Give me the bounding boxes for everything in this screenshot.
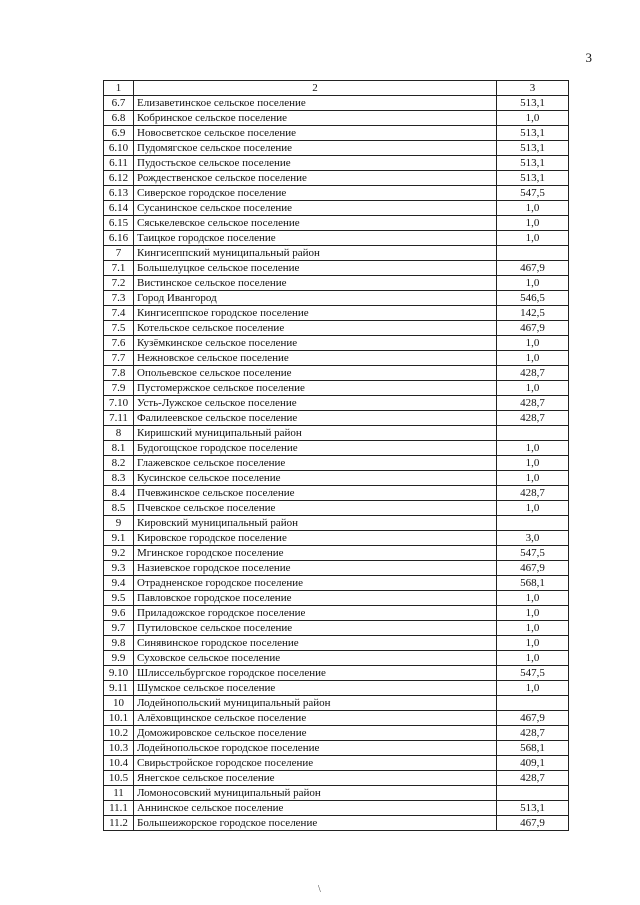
- row-number: 9.10: [104, 666, 134, 681]
- table-row: [104, 126, 569, 141]
- row-value: 1,0: [497, 381, 569, 396]
- row-name: Пчевжинское сельское поселение: [134, 486, 497, 501]
- header-col-name: 2: [134, 81, 497, 96]
- table-row: [104, 786, 569, 801]
- row-number: 10.4: [104, 756, 134, 771]
- table-row: [104, 276, 569, 291]
- row-number: 9.11: [104, 681, 134, 696]
- row-value: [497, 246, 569, 261]
- table-row: [104, 711, 569, 726]
- table-row: [104, 516, 569, 531]
- row-number: 9.3: [104, 561, 134, 576]
- row-number: 6.15: [104, 216, 134, 231]
- row-name: Кусинское сельское поселение: [134, 471, 497, 486]
- row-number: 6.12: [104, 171, 134, 186]
- row-name: Синявинское городское поселение: [134, 636, 497, 651]
- row-value: 1,0: [497, 456, 569, 471]
- row-number: 9.4: [104, 576, 134, 591]
- row-value: 1,0: [497, 201, 569, 216]
- table-row: [104, 801, 569, 816]
- row-name: Ломоносовский муниципальный район: [134, 786, 497, 801]
- table-row: [104, 816, 569, 831]
- row-number: 7.9: [104, 381, 134, 396]
- table-row: [104, 156, 569, 171]
- row-number: 8.4: [104, 486, 134, 501]
- row-name: Мгинское городское поселение: [134, 546, 497, 561]
- row-number: 10: [104, 696, 134, 711]
- row-value: 1,0: [497, 501, 569, 516]
- header-col-value: 3: [497, 81, 569, 96]
- table-row: [104, 396, 569, 411]
- row-value: 1,0: [497, 336, 569, 351]
- table-row: [104, 621, 569, 636]
- row-value: 428,7: [497, 366, 569, 381]
- table-row: [104, 456, 569, 471]
- row-number: 7.11: [104, 411, 134, 426]
- table-row: [104, 216, 569, 231]
- row-name: Свирьстройское городское поселение: [134, 756, 497, 771]
- row-number: 9.6: [104, 606, 134, 621]
- row-name: Янегское сельское поселение: [134, 771, 497, 786]
- row-value: 513,1: [497, 126, 569, 141]
- row-number: 7.6: [104, 336, 134, 351]
- row-value: 1,0: [497, 351, 569, 366]
- row-number: 10.2: [104, 726, 134, 741]
- row-number: 10.5: [104, 771, 134, 786]
- row-value: 547,5: [497, 546, 569, 561]
- table-row: [104, 171, 569, 186]
- row-name: Путиловское сельское поселение: [134, 621, 497, 636]
- table-row: [104, 741, 569, 756]
- row-name: Кингисеппский муниципальный район: [134, 246, 497, 261]
- table-row: [104, 576, 569, 591]
- table-row: [104, 366, 569, 381]
- row-name: Шумское сельское поселение: [134, 681, 497, 696]
- row-number: 9.5: [104, 591, 134, 606]
- row-value: 428,7: [497, 771, 569, 786]
- page-number: 3: [585, 50, 592, 65]
- row-name: Будогощское городское поселение: [134, 441, 497, 456]
- row-number: 10.1: [104, 711, 134, 726]
- table-row: [104, 336, 569, 351]
- row-number: 7.10: [104, 396, 134, 411]
- row-value: 467,9: [497, 561, 569, 576]
- row-number: 8.1: [104, 441, 134, 456]
- row-number: 7.7: [104, 351, 134, 366]
- row-name: Кобринское сельское поселение: [134, 111, 497, 126]
- table-row: [104, 606, 569, 621]
- row-name: Аннинское сельское поселение: [134, 801, 497, 816]
- row-number: 6.14: [104, 201, 134, 216]
- row-number: 6.9: [104, 126, 134, 141]
- table-header-row: [104, 81, 569, 96]
- row-value: 513,1: [497, 801, 569, 816]
- row-value: 1,0: [497, 681, 569, 696]
- row-name: Сусанинское сельское поселение: [134, 201, 497, 216]
- row-name: Киришский муниципальный район: [134, 426, 497, 441]
- row-number: 8.5: [104, 501, 134, 516]
- table-row: [104, 261, 569, 276]
- table-row: [104, 141, 569, 156]
- table-row: [104, 591, 569, 606]
- row-name: Лодейнопольский муниципальный район: [134, 696, 497, 711]
- row-name: Пустомержское сельское поселение: [134, 381, 497, 396]
- row-value: 467,9: [497, 816, 569, 831]
- row-number: 8: [104, 426, 134, 441]
- row-value: 568,1: [497, 576, 569, 591]
- row-number: 7.2: [104, 276, 134, 291]
- row-value: [497, 426, 569, 441]
- row-name: Павловское городское поселение: [134, 591, 497, 606]
- row-value: 1,0: [497, 636, 569, 651]
- row-value: [497, 516, 569, 531]
- row-name: Фалилеевское сельское поселение: [134, 411, 497, 426]
- row-number: 9.1: [104, 531, 134, 546]
- row-name: Кингисеппское городское поселение: [134, 306, 497, 321]
- row-name: Отрадненское городское поселение: [134, 576, 497, 591]
- table-row: [104, 246, 569, 261]
- row-number: 6.13: [104, 186, 134, 201]
- row-number: 7: [104, 246, 134, 261]
- row-number: 7.4: [104, 306, 134, 321]
- row-number: 9.7: [104, 621, 134, 636]
- settlements-table: [103, 80, 569, 831]
- row-name: Пудостьское сельское поселение: [134, 156, 497, 171]
- row-name: Сяськелевское сельское поселение: [134, 216, 497, 231]
- row-number: 9.8: [104, 636, 134, 651]
- row-value: 547,5: [497, 666, 569, 681]
- row-value: 428,7: [497, 726, 569, 741]
- row-value: 513,1: [497, 156, 569, 171]
- row-number: 7.1: [104, 261, 134, 276]
- row-name: Шлиссельбургское городское поселение: [134, 666, 497, 681]
- row-name: Вистинское сельское поселение: [134, 276, 497, 291]
- row-number: 9.9: [104, 651, 134, 666]
- table-row: [104, 471, 569, 486]
- row-value: 428,7: [497, 411, 569, 426]
- row-value: 1,0: [497, 621, 569, 636]
- table-row: [104, 291, 569, 306]
- row-name: Рождественское сельское поселение: [134, 171, 497, 186]
- row-value: 428,7: [497, 396, 569, 411]
- row-value: 142,5: [497, 306, 569, 321]
- row-value: 547,5: [497, 186, 569, 201]
- row-value: [497, 786, 569, 801]
- row-number: 11: [104, 786, 134, 801]
- table-row: [104, 696, 569, 711]
- table-row: [104, 681, 569, 696]
- row-value: 1,0: [497, 231, 569, 246]
- row-name: Таицкое городское поселение: [134, 231, 497, 246]
- row-name: Лодейнопольское городское поселение: [134, 741, 497, 756]
- row-number: 6.16: [104, 231, 134, 246]
- row-value: 1,0: [497, 651, 569, 666]
- table-row: [104, 561, 569, 576]
- row-name: Новосветское сельское поселение: [134, 126, 497, 141]
- table-row: [104, 201, 569, 216]
- table-row: [104, 321, 569, 336]
- row-value: 1,0: [497, 606, 569, 621]
- row-name: Глажевское сельское поселение: [134, 456, 497, 471]
- row-number: 10.3: [104, 741, 134, 756]
- row-name: Котельское сельское поселение: [134, 321, 497, 336]
- row-value: 546,5: [497, 291, 569, 306]
- header-col-number: 1: [104, 81, 134, 96]
- row-value: 513,1: [497, 171, 569, 186]
- row-name: Доможировское сельское поселение: [134, 726, 497, 741]
- table-row: [104, 411, 569, 426]
- row-number: 6.7: [104, 96, 134, 111]
- table-row: [104, 546, 569, 561]
- table-row: [104, 501, 569, 516]
- row-value: 1,0: [497, 111, 569, 126]
- row-number: 7.5: [104, 321, 134, 336]
- row-name: Сиверское городское поселение: [134, 186, 497, 201]
- row-name: Усть-Лужское сельское поселение: [134, 396, 497, 411]
- row-number: 9.2: [104, 546, 134, 561]
- table-row: [104, 441, 569, 456]
- row-value: 568,1: [497, 741, 569, 756]
- row-value: 513,1: [497, 96, 569, 111]
- row-number: 6.8: [104, 111, 134, 126]
- table-row: [104, 111, 569, 126]
- row-number: 7.3: [104, 291, 134, 306]
- table-row: [104, 186, 569, 201]
- row-value: [497, 696, 569, 711]
- row-value: 3,0: [497, 531, 569, 546]
- row-name: Кировский муниципальный район: [134, 516, 497, 531]
- row-number: 11.1: [104, 801, 134, 816]
- table-row: [104, 756, 569, 771]
- row-value: 1,0: [497, 471, 569, 486]
- row-name: Пчевское сельское поселение: [134, 501, 497, 516]
- row-value: 467,9: [497, 261, 569, 276]
- row-name: Приладожское городское поселение: [134, 606, 497, 621]
- table-row: [104, 96, 569, 111]
- row-value: 513,1: [497, 141, 569, 156]
- table-row: [104, 531, 569, 546]
- table-row: [104, 351, 569, 366]
- row-value: 467,9: [497, 321, 569, 336]
- row-number: 6.10: [104, 141, 134, 156]
- table-row: [104, 306, 569, 321]
- row-value: 428,7: [497, 486, 569, 501]
- footer-mark: \: [318, 884, 321, 895]
- row-number: 8.2: [104, 456, 134, 471]
- table-row: [104, 666, 569, 681]
- row-number: 9: [104, 516, 134, 531]
- row-value: 1,0: [497, 591, 569, 606]
- row-number: 11.2: [104, 816, 134, 831]
- row-name: Большелуцкое сельское поселение: [134, 261, 497, 276]
- row-value: 467,9: [497, 711, 569, 726]
- row-name: Опольевское сельское поселение: [134, 366, 497, 381]
- table-row: [104, 381, 569, 396]
- row-name: Кировское городское поселение: [134, 531, 497, 546]
- table-row: [104, 231, 569, 246]
- row-value: 1,0: [497, 276, 569, 291]
- row-value: 409,1: [497, 756, 569, 771]
- table-row: [104, 651, 569, 666]
- table-row: [104, 726, 569, 741]
- row-name: Кузёмкинское сельское поселение: [134, 336, 497, 351]
- row-value: 1,0: [497, 216, 569, 231]
- row-name: Суховское сельское поселение: [134, 651, 497, 666]
- row-name: Назиевское городское поселение: [134, 561, 497, 576]
- row-name: Алёховщинское сельское поселение: [134, 711, 497, 726]
- table-row: [104, 636, 569, 651]
- row-number: 7.8: [104, 366, 134, 381]
- table-row: [104, 771, 569, 786]
- table-row: [104, 486, 569, 501]
- table-row: [104, 426, 569, 441]
- row-name: Большеижорское городское поселение: [134, 816, 497, 831]
- row-number: 8.3: [104, 471, 134, 486]
- row-name: Елизаветинское сельское поселение: [134, 96, 497, 111]
- row-number: 6.11: [104, 156, 134, 171]
- row-name: Нежновское сельское поселение: [134, 351, 497, 366]
- row-name: Пудомягское сельское поселение: [134, 141, 497, 156]
- row-value: 1,0: [497, 441, 569, 456]
- row-name: Город Ивангород: [134, 291, 497, 306]
- table-body: [104, 81, 569, 831]
